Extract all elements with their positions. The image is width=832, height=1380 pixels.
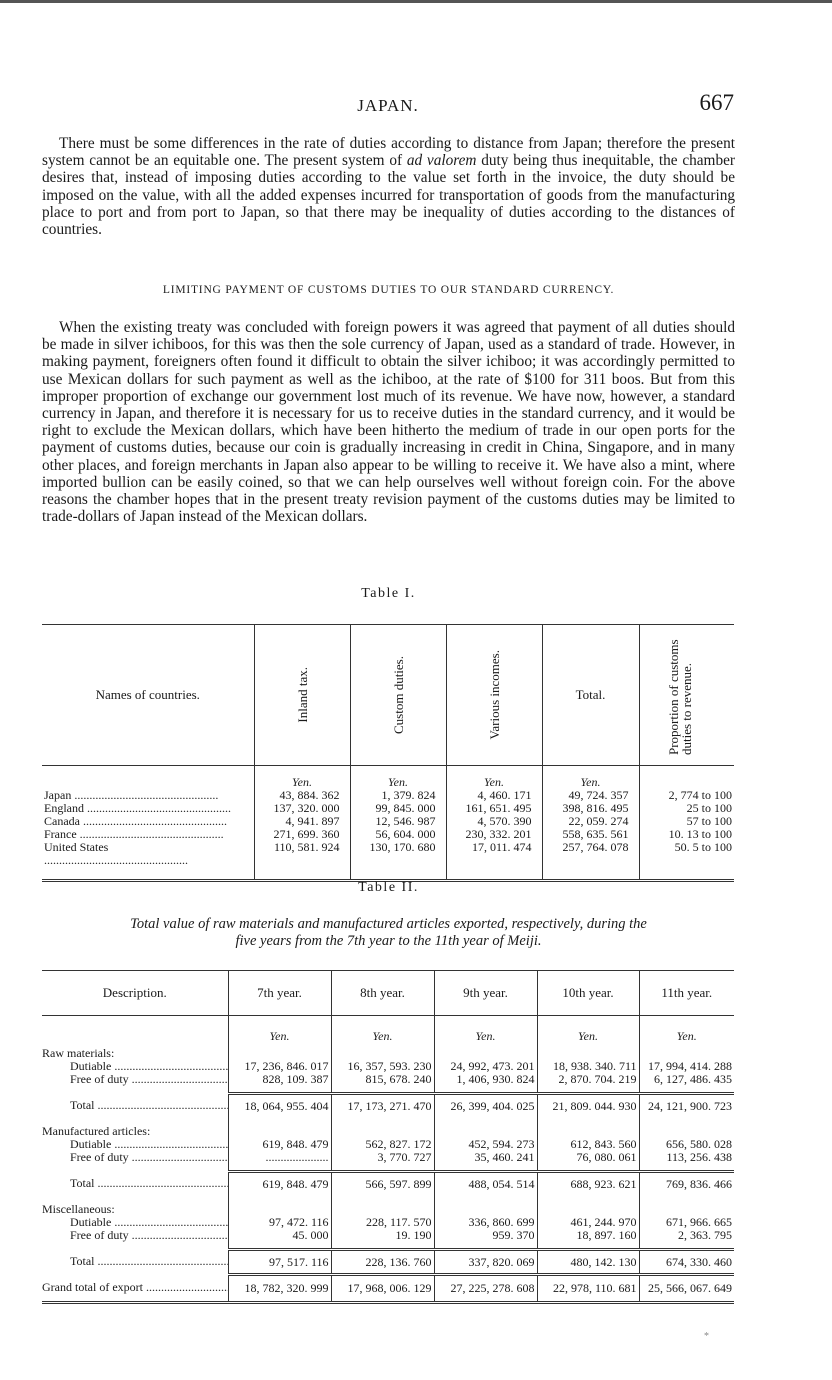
header-various-incomes <box>446 625 542 766</box>
value-cell: 22, 978, 110. 681 <box>537 1275 639 1303</box>
value-cell: 488, 054. 514 <box>434 1172 537 1196</box>
value-cell: 828, 109. 387 <box>228 1073 331 1086</box>
total-value: 398, 816. 495 <box>542 802 639 815</box>
value-cell: 76, 080. 061 <box>537 1151 639 1164</box>
value-cell: 17, 968, 006. 129 <box>331 1275 434 1303</box>
header-10th-year: 10th year. <box>537 971 639 1016</box>
paragraph-currency: When the existing treaty was concluded with foreign powers it was agreed that payment of all duties should be made in silver ichiboos, for this was then the sole currency of Japan, used as a standard of trade. However, in making payment, foreigners often found it difficult to obtain the silver ichiboo; it was accordingly permitted to use Mexican dollars for such payment as well as the ichiboo, at the rate of $100 for 311 boos. But from this improper proportion of exchange our government lost much of its revenue. We have now, however, a standard currency in Japan, and therefore it is necessary for us to receive duties in the standard currency, and it would be right to exclude the Mexican dollars, which have been hitherto the medium of trade in our open ports for the payment of customs duties, because our coin is gradually increasing in credit in China, Singapore, and in many other places, and foreign merchants in Japan also appear to be willing to receive it. We have also a mint, where imported bullion can be easily coined, so that we can help ourselves well without foreign coin. For the above reasons the chamber hopes that in the present treaty revision payment of the customs duties may be limited to trade-dollars of Japan instead of the Mexican dollars. <box>42 319 735 526</box>
group-label: Manufactured articles: <box>42 1124 151 1138</box>
value-cell: 18, 897. 160 <box>537 1229 639 1242</box>
value-cell: 6, 127, 486. 435 <box>639 1073 734 1086</box>
value-cell: 566, 597. 899 <box>331 1172 434 1196</box>
value-cell: 3, 770. 727 <box>331 1151 434 1164</box>
country-name: United States ..... <box>42 841 254 881</box>
custom-duties-value: 12, 546. 987 <box>350 815 446 828</box>
value-cell: 97, 472. 116 <box>228 1216 331 1229</box>
value-cell: 228, 117. 570 <box>331 1216 434 1229</box>
country-name: Canada ..... <box>42 815 254 828</box>
table-exports-by-year <box>42 970 734 1304</box>
header-7th-year: 7th year. <box>228 971 331 1016</box>
emphasis-term: ad valorem <box>406 152 477 170</box>
value-cell: 27, 225, 278. 608 <box>434 1275 537 1303</box>
header-custom-duties <box>350 625 446 766</box>
various-incomes-value: 4, 570. 390 <box>446 815 542 828</box>
value-cell: 656, 580. 028 <box>639 1138 734 1151</box>
value-cell: 17, 236, 846. 017 <box>228 1060 331 1073</box>
value-cell: 337, 820. 069 <box>434 1250 537 1275</box>
proportion-value: 25 to 100 <box>639 802 734 815</box>
header-description: Description. <box>42 971 228 1016</box>
header-text: Custom duties. <box>390 655 406 734</box>
table-row <box>42 1073 734 1086</box>
inland-tax-value: 271, 699. 360 <box>254 828 350 841</box>
row-label: Dutiable ..... <box>42 1138 228 1151</box>
value-cell: 452, 594. 273 <box>434 1138 537 1151</box>
page-header <box>42 90 734 121</box>
proportion-value: 2, 774 to 100 <box>639 789 734 802</box>
value-cell: 1, 406, 930. 824 <box>434 1073 537 1086</box>
header-text: Proportion of customs duties to revenue. <box>665 639 694 755</box>
value-cell: 21, 809. 044. 930 <box>537 1094 639 1118</box>
value-cell: 18, 938. 340. 711 <box>537 1060 639 1073</box>
paragraph-text: There must be some differences in the rate of duties according to distance from Japan; therefore the present system cannot be an equitable one. The present system of <box>42 135 735 170</box>
caption-line: five years from the 7th year to the 11th year of Meiji. <box>235 933 542 949</box>
inland-tax-value: 137, 320. 000 <box>254 802 350 815</box>
value-cell: 24, 121, 900. 723 <box>639 1094 734 1118</box>
unit-label: Yen. <box>228 1016 331 1048</box>
various-incomes-value: 4, 460. 171 <box>446 789 542 802</box>
total-row <box>42 1250 734 1275</box>
value-cell: 19. 190 <box>331 1229 434 1242</box>
total-value: 257, 764. 078 <box>542 841 639 881</box>
value-cell: 26, 399, 404. 025 <box>434 1094 537 1118</box>
total-row <box>42 1094 734 1118</box>
header-11th-year: 11th year. <box>639 971 734 1016</box>
group-heading-row <box>42 1195 734 1216</box>
table2-title: Table II. <box>358 880 419 895</box>
country-name: Japan ..... <box>42 789 254 802</box>
table-revenue-by-country <box>42 624 734 882</box>
country-name: England ..... <box>42 802 254 815</box>
value-cell: 16, 357, 593. 230 <box>331 1060 434 1073</box>
unit-label: Yen. <box>446 766 542 790</box>
row-label: Free of duty ..... <box>42 1229 228 1242</box>
caption-line: Total value of raw materials and manufactured articles exported, respectively, during the <box>130 916 647 932</box>
header-proportion <box>639 625 734 766</box>
paragraph-duties-distance <box>42 135 735 238</box>
value-cell: 113, 256. 438 <box>639 1151 734 1164</box>
proportion-value: 50. 5 to 100 <box>639 841 734 881</box>
value-cell: 228, 136. 760 <box>331 1250 434 1275</box>
table-row <box>42 1151 734 1164</box>
custom-duties-value: 130, 170. 680 <box>350 841 446 881</box>
header-text: Inland tax. <box>294 667 310 723</box>
group-heading-row <box>42 1117 734 1138</box>
row-label: Total ..... <box>42 1250 228 1275</box>
row-label: Free of duty ..... <box>42 1073 228 1086</box>
paragraph-text: duty being thus inequitable, the chamber desires that, instead of imposing duties according to the value set forth in the invoice, the duty should be imposed on the value, with all the added expenses incurred for transportation of goods from the manufacturing place to port and from port to Japan, so that there may be inequality of duties according to the distances of countries. <box>42 152 735 239</box>
proportion-value: 57 to 100 <box>639 815 734 828</box>
value-cell: 619, 848. 479 <box>228 1172 331 1196</box>
value-cell: 97, 517. 116 <box>228 1250 331 1275</box>
proportion-value: 10. 13 to 100 <box>639 828 734 841</box>
value-cell: 769, 836. 466 <box>639 1172 734 1196</box>
value-cell: 562, 827. 172 <box>331 1138 434 1151</box>
total-row <box>42 1172 734 1196</box>
value-cell: 671, 966. 665 <box>639 1216 734 1229</box>
various-incomes-value: 17, 011. 474 <box>446 841 542 881</box>
unit-label: Yen. <box>331 1016 434 1048</box>
value-cell: 17, 994, 414. 288 <box>639 1060 734 1073</box>
table2-caption <box>42 916 735 950</box>
table-row <box>42 841 734 881</box>
row-label: Grand total of export ..... <box>42 1275 228 1303</box>
inland-tax-value: 43, 884. 362 <box>254 789 350 802</box>
group-label: Raw materials: <box>42 1047 115 1060</box>
value-cell: 959. 370 <box>434 1229 537 1242</box>
value-cell: 336, 860. 699 <box>434 1216 537 1229</box>
custom-duties-value: 1, 379. 824 <box>350 789 446 802</box>
various-incomes-value: 230, 332. 201 <box>446 828 542 841</box>
value-cell: 2, 363. 795 <box>639 1229 734 1242</box>
various-incomes-value: 161, 651. 495 <box>446 802 542 815</box>
value-cell: 24, 992, 473. 201 <box>434 1060 537 1073</box>
value-cell: 2, 870. 704. 219 <box>537 1073 639 1086</box>
value-cell: 461, 244. 970 <box>537 1216 639 1229</box>
section-heading: LIMITING PAYMENT OF CUSTOMS DUTIES TO OUR STANDARD CURRENCY. <box>162 284 615 296</box>
header-inland-tax <box>254 625 350 766</box>
inland-tax-value: 110, 581. 924 <box>254 841 350 881</box>
total-value: 49, 724. 357 <box>542 789 639 802</box>
header-text: Various incomes. <box>486 650 502 740</box>
custom-duties-value: 99, 845. 000 <box>350 802 446 815</box>
value-cell: 674, 330. 460 <box>639 1250 734 1275</box>
row-label: Dutiable ..... <box>42 1216 228 1229</box>
value-cell: 18, 064, 955. 404 <box>228 1094 331 1118</box>
value-cell: 612, 843. 560 <box>537 1138 639 1151</box>
value-cell: 17, 173, 271. 470 <box>331 1094 434 1118</box>
running-title: JAPAN. <box>357 96 419 115</box>
table1-title: Table I. <box>361 586 416 601</box>
unit-row <box>42 1016 734 1048</box>
inland-tax-value: 4, 941. 897 <box>254 815 350 828</box>
footer-mark: * <box>704 1331 709 1342</box>
header-total: Total. <box>542 625 639 766</box>
value-cell: 18, 782, 320. 999 <box>228 1275 331 1303</box>
value-cell: 688, 923. 621 <box>537 1172 639 1196</box>
total-value: 558, 635. 561 <box>542 828 639 841</box>
value-cell: 45. 000 <box>228 1229 331 1242</box>
header-names-of-countries: Names of countries. <box>42 625 254 766</box>
unit-label: Yen. <box>434 1016 537 1048</box>
table-row <box>42 1229 734 1242</box>
value-cell: 815, 678. 240 <box>331 1073 434 1086</box>
page-number: 667 <box>699 90 734 115</box>
header-9th-year: 9th year. <box>434 971 537 1016</box>
unit-label: Yen. <box>542 766 639 790</box>
scan-top-edge <box>0 0 832 3</box>
row-label: Total ..... <box>42 1094 228 1118</box>
total-value: 22, 059. 274 <box>542 815 639 828</box>
value-cell: 25, 566, 067. 649 <box>639 1275 734 1303</box>
row-label: Free of duty ..... <box>42 1151 228 1164</box>
unit-label: Yen. <box>350 766 446 790</box>
value-cell: 480, 142. 130 <box>537 1250 639 1275</box>
unit-row <box>42 766 734 790</box>
unit-label: Yen. <box>639 1016 734 1048</box>
unit-label: Yen. <box>254 766 350 790</box>
value-cell: 619, 848. 479 <box>228 1138 331 1151</box>
unit-label: Yen. <box>537 1016 639 1048</box>
empty-value-cell: ..................... <box>228 1151 331 1164</box>
row-label: Dutiable ..... <box>42 1060 228 1073</box>
row-label: Total ..... <box>42 1172 228 1196</box>
header-8th-year: 8th year. <box>331 971 434 1016</box>
custom-duties-value: 56, 604. 000 <box>350 828 446 841</box>
group-label: Miscellaneous: <box>42 1202 115 1216</box>
value-cell: 35, 460. 241 <box>434 1151 537 1164</box>
country-name: France ..... <box>42 828 254 841</box>
grand-total-row <box>42 1275 734 1303</box>
